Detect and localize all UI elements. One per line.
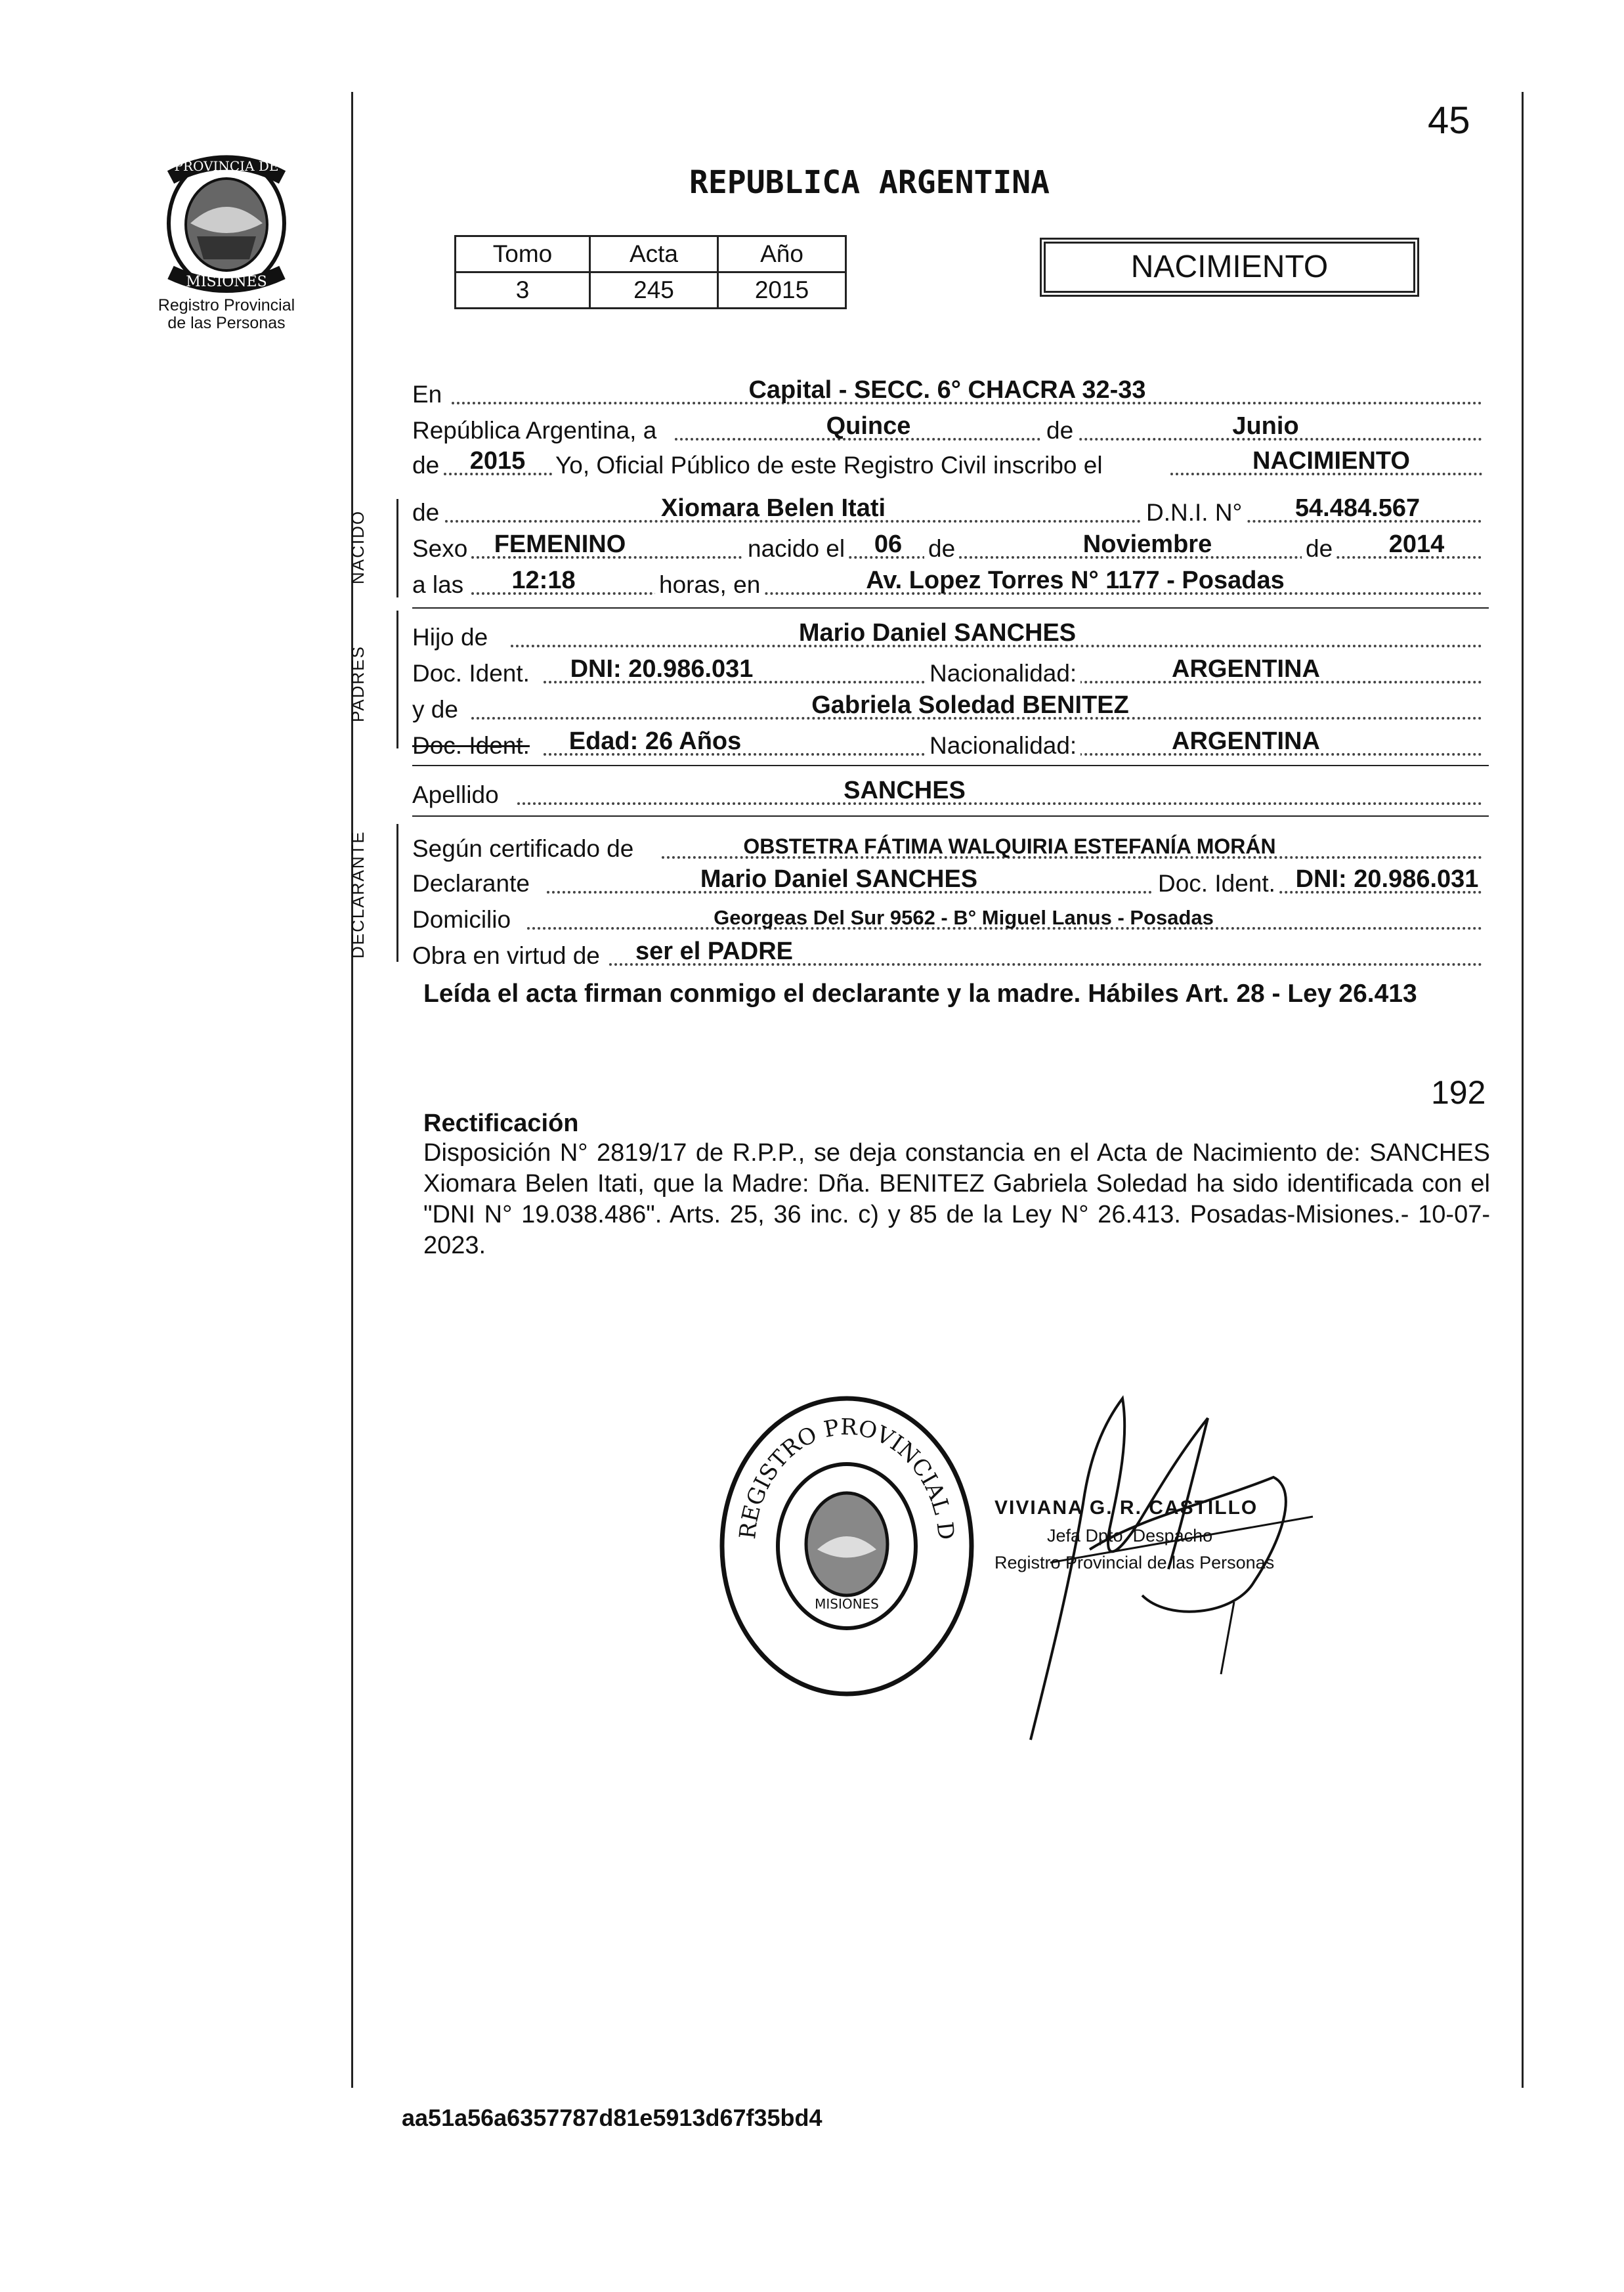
closing-statement: Leída el acta firman conmigo el declarante y la madre. Hábiles Art. 28 - Ley 26.413 [423, 980, 1417, 1008]
row-certificado [412, 829, 1489, 865]
left-margin-line [351, 92, 353, 2088]
nacido-de2: de [1302, 535, 1336, 563]
domicilio-value: Georgeas Del Sur 9562 - B° Miguel Lanus - Posadas [714, 906, 1214, 929]
signatory-org: Registro Provincial de las Personas [994, 1553, 1275, 1572]
act-type-box [1044, 242, 1415, 293]
doc-label: Doc. Ident. [412, 660, 534, 687]
row-obra [412, 936, 1489, 972]
sexo-value: FEMENINO [494, 530, 626, 558]
en-label: En [412, 381, 446, 408]
rectificacion-title: Rectificación [423, 1110, 579, 1137]
alas-label: a las [412, 571, 467, 599]
declarante-label: Declarante [412, 870, 534, 897]
obra-value: ser el PADRE [635, 938, 794, 965]
signatory-name: VIVIANA G. R. CASTILLO [994, 1497, 1258, 1519]
page-number: 45 [1428, 99, 1470, 142]
padre-doc: DNI: 20.986.031 [570, 655, 754, 683]
row-madre [412, 689, 1489, 726]
declarante-bracket [396, 824, 398, 962]
value-acta: 245 [590, 272, 718, 309]
registry-logo [151, 151, 302, 295]
hora-value: 12:18 [511, 567, 576, 594]
obra-label: Obra en virtud de [412, 942, 604, 970]
decl-doc-label: Doc. Ident. [1154, 870, 1279, 897]
nombre-value: Xiomara Belen Itati [660, 494, 886, 522]
registry-caption: Registro Provincial de las Personas [158, 296, 295, 332]
header-acta: Acta [590, 236, 718, 272]
separator-2 [412, 765, 1489, 766]
de-label: de [1042, 417, 1077, 444]
second-page-number: 192 [1431, 1074, 1486, 1111]
value-tomo: 3 [456, 272, 590, 309]
madre-nac: ARGENTINA [1172, 727, 1320, 755]
row-madre-doc [412, 725, 1489, 762]
padre-nac: ARGENTINA [1172, 655, 1320, 683]
right-margin-line [1522, 92, 1524, 2088]
seal-bottom-text: MISIONES [186, 274, 267, 290]
separator-1 [412, 607, 1489, 609]
lugar-value: Av. Lopez Torres N° 1177 - Posadas [866, 567, 1285, 594]
document-hash: aa51a56a6357787d81e5913d67f35bd4 [402, 2104, 823, 2131]
row-padre [412, 617, 1489, 654]
row-domicilio [412, 899, 1489, 936]
padres-bracket [396, 611, 398, 748]
handwritten-signature [972, 1385, 1339, 1753]
dni-value: 54.484.567 [1294, 494, 1421, 522]
header-anio: Año [718, 236, 846, 272]
republica-label: República Argentina, a [412, 417, 660, 444]
anio-prefix: de [412, 452, 443, 479]
cert-label: Según certificado de [412, 835, 637, 863]
register-table [454, 235, 847, 309]
cert-value: OBSTETRA FÁTIMA WALQUIRIA ESTEFANÍA MORÁN [743, 834, 1276, 858]
row-apellido [412, 775, 1489, 811]
madre-value: Gabriela Soledad BENITEZ [811, 691, 1129, 719]
apellido-label: Apellido [412, 781, 503, 809]
nacido-de: de [924, 535, 959, 563]
value-anio: 2015 [718, 272, 846, 309]
hijo-label: Hijo de [412, 624, 492, 651]
header-tomo: Tomo [456, 236, 590, 272]
nacido-anio: 2014 [1388, 530, 1445, 558]
sexo-label: Sexo [412, 535, 471, 563]
official-stamp [716, 1392, 978, 1700]
signatory-title: Jefa Dpto. Despacho [1047, 1526, 1213, 1546]
stamp-inner-text: MISIONES [815, 1596, 879, 1612]
nacido-label: nacido el [744, 535, 849, 563]
inscribo-value: NACIMIENTO [1252, 447, 1410, 475]
declarante-side-label: DECLARANTE [348, 831, 368, 959]
row-en [412, 374, 1489, 411]
padres-side-label: PADRES [348, 645, 368, 722]
row-hora [412, 565, 1489, 601]
separator-3 [412, 815, 1489, 817]
row-nombre [412, 492, 1489, 529]
stamp-outer-text: REGISTRO PROVINCIAL D [735, 1414, 960, 1542]
row-inscribo [412, 445, 1489, 482]
row-declarante [412, 863, 1489, 900]
horas-en-label: horas, en [655, 571, 764, 599]
nacido-side-label: NACIDO [348, 509, 368, 584]
nacido-dia: 06 [874, 530, 903, 558]
country-title: REPUBLICA ARGENTINA [689, 164, 1050, 201]
doc-label-struck: Doc. Ident. [412, 732, 534, 760]
nacido-mes: Noviembre [1082, 530, 1212, 558]
nac-label: Nacionalidad: [926, 660, 1080, 687]
madre-edad: Edad: 26 Años [568, 727, 742, 755]
domicilio-label: Domicilio [412, 906, 515, 934]
yde-label: y de [412, 696, 462, 724]
apellido-value: SANCHES [844, 777, 966, 804]
dni-label: D.N.I. N° [1142, 499, 1246, 527]
act-type: NACIMIENTO [1130, 249, 1329, 284]
en-value: Capital - SECC. 6° CHACRA 32-33 [748, 376, 1146, 404]
row-padre-doc [412, 653, 1489, 690]
row-sexo [412, 529, 1489, 565]
seal-top-text: PROVINCIA DE [174, 158, 279, 174]
nac-label-2: Nacionalidad: [926, 732, 1080, 760]
rectificacion-text: Disposición N° 2819/17 de R.P.P., se deja constancia en el Acta de Nacimiento de: SANCHES Xiomara Belen Itati, que la Madre: Dña. BENITEZ Gabriela Soledad ha sido identificada con el "DNI N° 19.038.486". Arts. 25, 36 inc. c) y 85 de la Ley N° 26.413. Posadas-Misiones.- 10-07-2023. [423, 1139, 1490, 1259]
row-republica [412, 410, 1489, 447]
decl-doc-value: DNI: 20.986.031 [1295, 865, 1479, 893]
inscribo-text: Yo, Oficial Público de este Registro Civil inscribo el [555, 452, 1107, 479]
anio-value: 2015 [469, 447, 526, 475]
dia-value: Quince [826, 412, 911, 440]
declarante-value: Mario Daniel SANCHES [700, 865, 978, 893]
nacido-bracket [396, 499, 398, 597]
padre-value: Mario Daniel SANCHES [798, 619, 1077, 647]
nombre-label: de [412, 499, 443, 527]
mes-value: Junio [1232, 412, 1299, 440]
